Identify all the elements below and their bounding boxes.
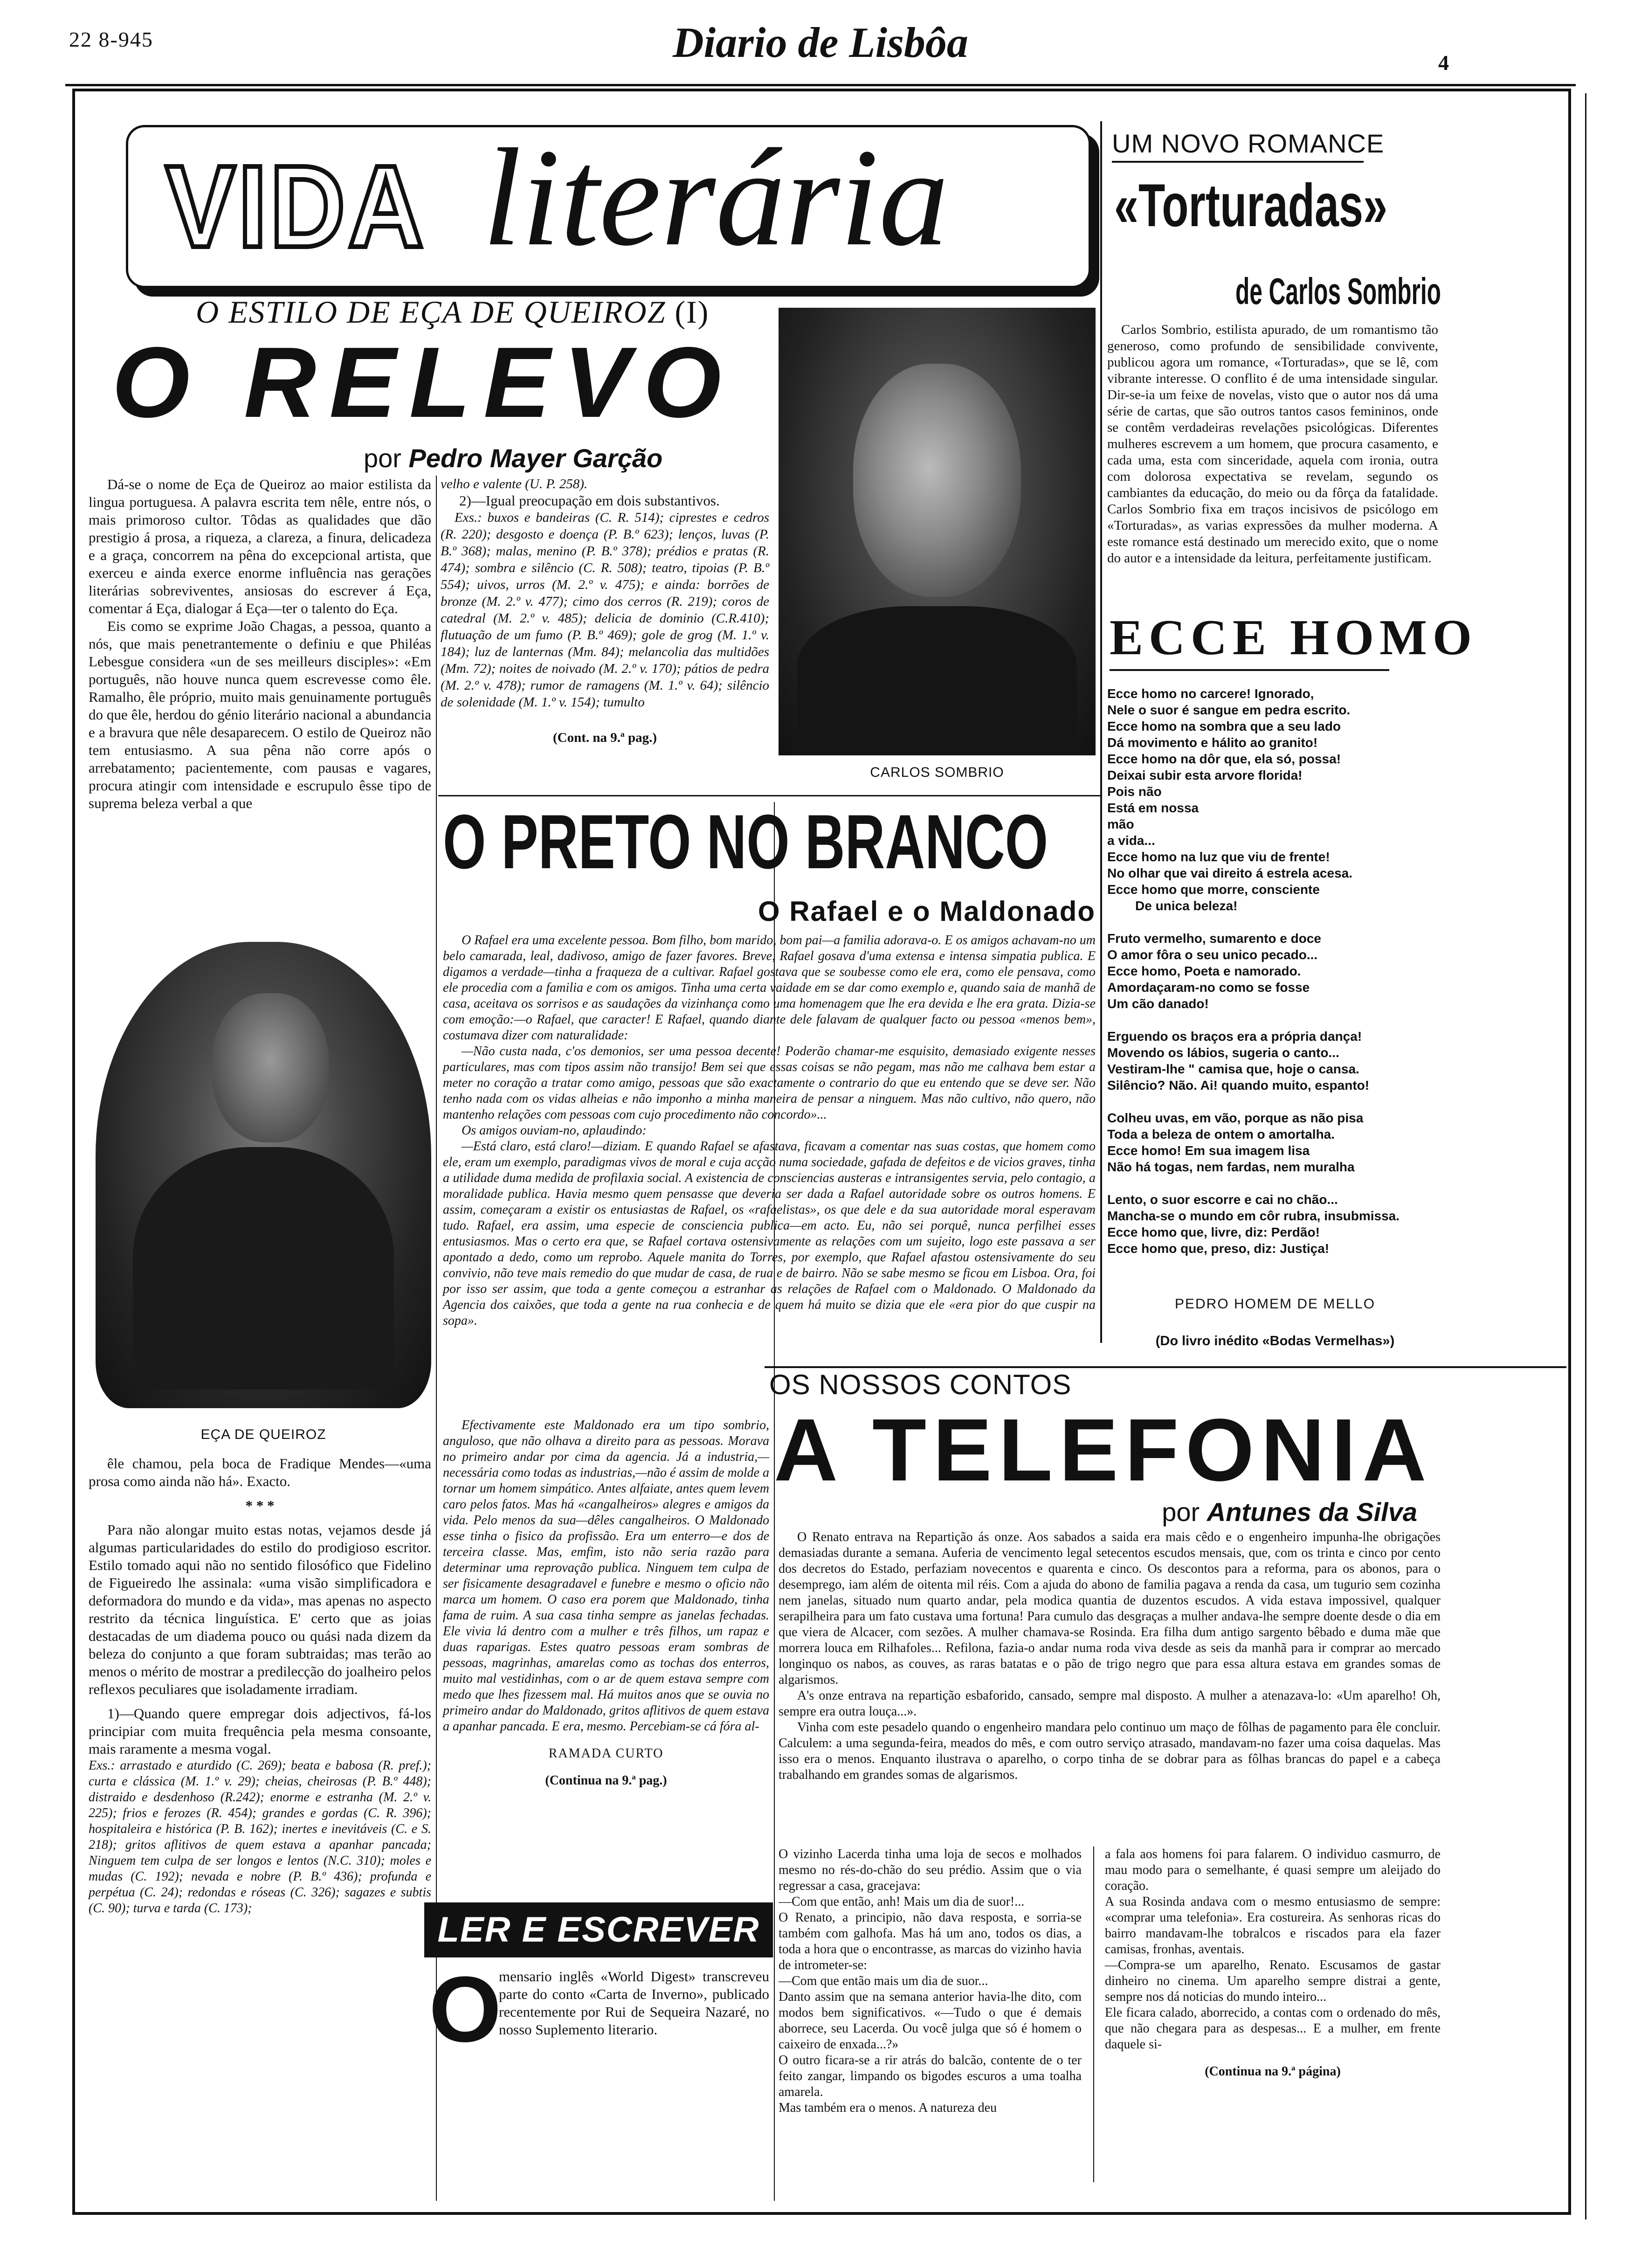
telefonia-byline-author: Antunes da Silva [1207,1497,1417,1527]
ler-title-banner [424,1902,773,1957]
ecce-stanza-1-line-6: Deixai subir esta arvore florida! [1107,768,1303,782]
ecce-title: ECCE HOMO [1110,610,1478,665]
relevo-col1-upper [89,476,431,812]
relevo-col2-intro: velho e valente (U. P. 258). [441,477,588,491]
telefonia-headline: A TELEFONIA [774,1401,1433,1500]
ecce-stanza-1-line-5: Ecce homo na dôr que, ela só, possa! [1107,752,1341,766]
ecce-stanza-5-line-2: Mancha-se o mundo em côr rubra, insubmissa. [1107,1209,1400,1223]
relevo-stars: * * * [245,1497,275,1514]
preto-paragraph-2: —Não custa nada, c'os demonios, ser uma pessoa decente! Poderão chamar-me esquisito, demasiado exigente nesses particulares, mas com tipos assim não transijo! Bem sei que essas coisas se não pegam, mas não me calhava bem estar a meter no coração a tratar como amigo, pessoas que são exactamente o contrario do que eu entendo que se deve ser. Não tenho nada com os vidas alheias e não imponho a minha maneira de pensar a ninguem. Mas não cultivo, não quero, não mantenho relações com pessoas com cujo procedimento não concordo»... [443,1044,1096,1122]
preto-body-wide [443,933,1096,1329]
relevo-col2-examples: Exs.: buxos e bandeiras (C. R. 514); ciprestes e cedros (R. 220); desgosto e doença (P. B.º 623); lenços, luvas (P. B.º 368); malas, menino (P. B.º 378); prédios e pratas (R. 474); sombra e silêncio (C. R. 508); teatro, tipoias (P. B.º 554); uivos, urros (M. 2.º v. 475); e ainda: borrões de bronze (M. 2.º v. 477); cimo dos cerros (R. 219); coros de catedral (M. 2.º v. 485); delicia de dominio (C.R.410); flutuação de um fumo (P. B.º 469); gole de grog (M. 1.º v. 184); luz de lanternas (Mm. 84); melancolia das multidões (Mm. 72); noites de noivado (M. 2.º v. 170); pátios de pedra (M. 2.º v. 478); rumor de ramagens (M. 1.º v. 64); silêncio de solenidade (M. 1.º v. 154); tumulto [441,510,769,710]
ecce-stanza-1-line-14: De unica beleza! [1135,899,1238,913]
relevo-kicker-note: (I) [675,294,710,330]
ecce-stanza-2-line-4: Amordaçaram-no como se fosse [1107,980,1310,995]
relevo-paragraph-5: 1)—Quando quere empregar dois adjectivos, fá-los principiar com muita frequência pela mesma consoante, mais raramente a mesma vogal. [89,1705,431,1757]
relevo-col2-cont: (Cont. na 9.ª pag.) [553,730,657,745]
relevo-paragraph-1: Dá-se o nome de Eça de Queiroz ao maior estilista da lingua portuguesa. A palavra escrita tem nêle, entre nós, o mais primoroso cultor. Tôdas as qualidades que dão prestigio á prosa, a riqueza, a clareza, a finura, delicadeza e a graça, concorrem na pêna do excepcional artista, que exerceu e ainda exerce enorme influência nas gerações literárias sobreviventes, ansiosas do escrever á Eça, comentar á Eça, dialogar á Eça—ter o talento do Eça. [89,476,431,616]
relevo-kicker [196,294,709,331]
ecce-stanza-3-line-4: Silêncio? Não. Ai! quando muito, espanto! [1107,1078,1370,1093]
relevo-paragraph-4: Para não alongar muito estas notas, vejamos desde já algumas particularidades do estilo do prodigioso escritor. Estilo tomado aqui não no sentido filosófico que Fidelino de Figueiredo lhe assinala: «uma visão simplificadora e deformadora do mundo e da vida», mas apenas no aspecto restrito da técnica linguística. E' certo que as joias destacadas de um diadema pouco ou quási nada dizem da beleza do conjunto a que foram subtraidas; mas terão ao menos o mérito de mostrar a predilecção do joalheiro pelos reflexos peculiares que isoladamente irradiam. [89,1521,431,1697]
ecce-source: (Do livro inédito «Bodas Vermelhas») [1155,1334,1395,1348]
ecce-author: PEDRO HOMEM DE MELLO [1174,1296,1376,1312]
telefonia-paragraph-3: Vinha com este pesadelo quando o engenheiro mandara pelo continuo um maço de fôlhas de pagamento para êle concluir. Calculem: a uma segunda-feira, meados do mês, e com outro serviço atrasado, mandavam-no fazer uma coisa daquelas. Mas isso era o menos. Enquanto ilustrava o aparelho, o corpo tinha de se dobrar para as fôlhas brancas do papel e a cabeça trabalhando em grandes somas de algarismos. [779,1720,1441,1782]
relevo-note-2: 2)—Igual preocupação em dois substantivos. [459,492,720,509]
ecce-stanza-2-line-2: O amor fôra o seu unico pecado... [1107,947,1318,962]
telefonia-column-rule [1093,1846,1094,2182]
sombrio-portrait-head [853,364,1021,597]
ler-dropcap: O [429,1957,502,2061]
preto-cont: (Continua na 9.ª pag.) [545,1773,667,1788]
telefonia-kicker: OS NOSSOS CONTOS [769,1369,1072,1400]
sombrio-portrait-body [797,606,1077,755]
relevo-col1-examples: Exs.: arrastado e aturdido (C. 269); beata e babosa (R. pref.); curta e clássica (M. 1.º v. 29); cheias, cheirosas (P. B.º 448); distraido e desdenhoso (R.242); enorme e estranha (M. 2.º v. 225); frios e ferozes (R. 454); grandes e gordas (C. R. 396); hospitaleira e histórica (P. B. 162); inertes e inevitáveis (C. e S. 218); gritos aflitivos de quem estava a apanhar pancada; Ninguem tem culpa de ser longos e lentos (N.C. 310); moles e mudas (C. 192); nevada e nobre (P. B.º 436); profunda e perpétua (C. 24); redondas e róseas (C. 326); sagazes e subtis (C. 90); turva e tarda (C. 173); [89,1758,431,1915]
sombrio-caption: CARLOS SOMBRIO [870,765,1004,780]
vida-literaria-banner [126,125,1091,288]
ecce-stanza-1-line-9: mão [1107,817,1134,831]
ecce-stanza-5-line-1: Lento, o suor escorre e cai no chão... [1107,1192,1338,1207]
telefonia-cont: (Continua na 9.ª página) [1205,2064,1341,2079]
page-number: 4 [1438,51,1449,75]
romance-text: Carlos Sombrio, estilista apurado, de um romantismo tão generoso, como profundo de sensibilidade convivente, publicou agora um romance, «Torturadas», que se lê, com vibrante interesse. O conflito é de uma intensidade singular. Dir-se-ia um feixe de novelas, visto que o autor nos dá uma série de cartas, que são outros tantos casos femininos, onde se contêm verdadeiras revelações psicológicas. Diferentes mulheres escrevem a um homem, que procura casamento, e cada uma, esta com sinceridade, aquela com ironia, outra com dolorosa expectativa se revelam, segundo os cambiantes da educação, do meio ou da fôrça da fatalidade. Carlos Sombrio fixa em traços incisivos de psicólogo em «Torturadas», as varias expressões da mulher moderna. A este romance está destinado um merecido exito, que o nome do autor e a intensidade da leitura, perfeitamente justificam. [1107,322,1438,566]
telefonia-body-wide [779,1529,1441,1783]
ecce-stanza-1-line-13: Ecce homo que morre, consciente [1107,882,1320,897]
banner-word-vida: VIDA [165,141,427,271]
telefonia-paragraph-1: O Renato entrava na Repartição ás onze. Aos sabados a saida era mais cêdo e o engenheiro impunha-lhe obrigações demasiadas durante a semana. Auferia de vencimento legal setecentos escudos mensais, que, com os trinta e cinco por cento dos decretos do Estado, perfaziam novecentos e quarenta e cinco. Os descontos para a reforma, para os abonos, para o desemprego, iam além de oitenta mil réis. Com a ajuda do abono de familia pagava a renda da casa, um tugurio sem cozinha nem janelas, situado num quarto andar, pela modica quantia de duzentos escudos. A vida estava impossivel, qualquer serapilheira para um fato custava uma fortuna! Para cumulo das desgraças a mulher andava-lhe sempre doente desde o dia em que viera de Alcacer, com sezões. A mulher chamava-se Rosinda. Era filha dum antigo sargento bêbado e duma mãe que morrera louca em Rilhafoles... Refilona, fazia-o andar numa roda viva desde as seis da manhã para ir comprar ao mercado longinquo os nabos, as couves, as raras batatas e o pão de trigo negro que para essa altura estava em grandes somas de algarismos. [779,1530,1441,1687]
romance-author: de Carlos Sombrio [1235,270,1441,312]
preto-paragraph-3: Os amigos ouviam-no, aplaudindo: [462,1123,647,1138]
telefonia-top-rule [765,1366,1566,1368]
preto-body-narrow [443,1418,769,1789]
ecce-stanza-5-line-4: Ecce homo que, preso, diz: Justiça! [1107,1241,1330,1256]
ecce-stanza-3-line-1: Erguendo os braços era a própria dança! [1107,1029,1362,1044]
romance-kicker-rule [1112,161,1364,163]
banner-word-literaria: literária [483,125,949,275]
preto-paragraph-4: —Está claro, está claro!—diziam. E quando Rafael se afastava, ficavam a comentar nas suas costas, que homem como ele, eram um exemplo, paradigmas vivos de moral e cuja acção numa sociedade, gafada de defeitos e de vicios graves, tinha a utilidade duma medida de profilaxia social. A existencia de consciencias austeras e intransigentes servia, pelo contagio, a moralidade publica. Havia mesmo quem pensasse que deveria ser dada a Rafael autoridade sobre os outros homens. E assim, começaram a existir os entusiastas de Rafael, os «rafaelistas», os que dele e da sua autoridade moral esperavam tudo. Rafael, era assim, uma especie de consciencia publica—em acto. Eu, não sei porquê, nunca perfilhei esses entusiasmos. Mas o certo era que, se Rafael cortava ostensivamente as relações com um sujeito, logo este passava a ser apontado a dedo, como um reprobo. Aquele manita do Torres, por exemplo, que Rafael afastou ostensivamente do seu convivio, não teve mais remedio do que mudar de casa, de rua e de bairro. Não se sabe mesmo se ficou em Lisboa. Ora, foi por isso ser assim, que toda a gente começou a estranhar as relações de Rafael com o Maldonado. O Maldonado da Agencia dos caixões, que toda a gente na rua conhecia e de quem há muito se dizia que ele «era pior do que cuspir na sopa». [443,1139,1096,1328]
telefonia-paragraph-2: A's onze entrava na repartição esbaforido, cansado, sempre mal disposto. A mulher a atenazava-lo: «Um aparelho! Oh, sempre era outra louça...». [779,1688,1441,1719]
ecce-title-rule [1110,669,1389,671]
romance-kicker: UM NOVO ROMANCE [1112,129,1385,158]
ecce-stanza-4-line-2: Toda a beleza de ontem o amortalha. [1107,1127,1335,1141]
right-margin-rule [1585,93,1586,2220]
ecce-stanza-1-line-12: No olhar que vai direito á estrela acesa. [1107,866,1352,880]
preto-signature: RAMADA CURTO [548,1746,664,1761]
telefonia-col-a: O vizinho Lacerda tinha uma loja de secos e molhados mesmo no rés-do-chão do seu prédio. Assim que o via regressar a casa, gracejava: —Com que então, anh! Mais um dia de suor!... O Renato, a principio, não dava resposta, e sorria-se também com galhofa. Mas há um ano, todos os dias, a toda a hora que o encontrasse, as marcas do vizinho havia de intrometer-se: —Com que então mais um dia de suor... Danto assim que na semana anterior havia-lhe dito, com modos bem significativos. «—Tudo o que é demais aborrece, seu Lacerda. Ou você julga que só é homem o caixeiro de enxada...?» O outro ficara-se a rir atrás do balcão, contente de o ter feito zangar, limpando os bigodes escuros a uma toalha amarela. Mas também era o menos. A natureza deu [779,1847,1082,2115]
eca-portrait-head [212,993,329,1142]
header-date: 22 8-945 [69,28,153,51]
preto-subhead: O Rafael e o Maldonado [758,896,1096,927]
relevo-col1-lower [89,1455,431,1916]
ecce-stanza-1-line-10: a vida... [1107,833,1155,848]
preto-paragraph-5: Efectivamente este Maldonado era um tipo sombrio, anguloso, que não olhava a direito para as pessoas. Morava no primeiro andar por cima da agencia. Já a industria,—necessária como todas as industrias,—não é assim de molde a tornar um homem simpático. Antes alfaiate, antes quem levem caro pelos fatos. Mas há «cangalheiros» alegres e amigos da vida. Pelo menos da sua—dêles cangalheiros. O Maldonado esse tinha o fisico da profissão. Era um enterro—e dos de terceira classe. Mas, emfim, isto não seria razão para determinar uma reprovação publica. Ninguem tem culpa de ser fisicamente desagradavel e funebre e mesmo o oficio não marca um homem. O caso era porem que Maldonado, tinha fama de ruim. A sua casa tinha sempre as janelas fechadas. Ele vivia lá dentro com a mulher e três filhos, um rapaz e duas raparigas. Estes quatro pessoas eram sombras de pessoas, magrinhas, amarelas como as tochas dos enterros, muito mal vestidinhas, com o ar de quem estava sempre com medo que lhes fizessem mal. Há muitos anos que se ouvia no primeiro andar do Maldonado, gritos aflitivos de quem estava a apanhar pancada. E era, mesmo. Percebiam-se cá fóra al- [443,1418,769,1734]
ecce-stanza-3-line-3: Vestiram-lhe " camisa que, hoje o cansa. [1107,1062,1359,1076]
ecce-stanza-1-line-11: Ecce homo na luz que viu de frente! [1107,850,1330,864]
telefonia-byline [1119,1497,1417,1527]
romance-title: «Torturadas» [1114,171,1388,239]
eca-caption: EÇA DE QUEIROZ [200,1427,326,1442]
ecce-stanza-1-line-8: Está em nossa [1107,801,1199,815]
telefonia-col-b [1105,1846,1441,2080]
telefonia-col-b-text: a fala aos homens foi para falarem. O individuo casmurro, de mau modo para o semelhante, é quasi sempre um aleijado do coração. A sua Rosinda andava com o mesmo entusiasmo de sempre: «comprar uma telefonia». Era costureira. As senhoras ricas do bairro mandavam-lhe tobralcos e riscados para ela fazer camisas, fronhas, aventais. —Compra-se um aparelho, Renato. Escusamos de gastar dinheiro no cinema. Um aparelho sempre distrai a gente, sempre nos dá noticias do mundo inteiro... Ele ficara calado, aborrecido, a contas com o ordenado do mês, que não chegara para as despesas... E a mulher, em frente daquele si- [1105,1847,1441,2052]
relevo-byline-author: Pedro Mayer Garção [408,443,663,473]
ecce-stanza-1-line-2: Nele o suor é sangue em pedra escrito. [1107,703,1351,717]
ecce-stanza-3-line-2: Movendo os lábios, sugeria o canto... [1107,1045,1339,1060]
ecce-stanza-5-line-3: Ecce homo que, livre, diz: Perdão! [1107,1225,1320,1239]
relevo-headline: O RELEVO [112,326,735,438]
relevo-byline [364,443,662,473]
relevo-kicker-text: O ESTILO DE EÇA DE QUEIROZ [196,294,666,330]
ler-text: mensario inglês «World Digest» transcreveu parte do conto «Carta de Inverno», publicado recentemente por Rui de Sequeira Nazaré, no nosso Suplemento literario. [499,1968,769,2038]
ecce-stanza-1-line-7: Pois não [1107,784,1162,799]
eca-portrait-body [133,1147,394,1390]
preto-top-rule [438,795,1100,796]
ler-title: LER E ESCREVER [437,1910,760,1950]
ecce-stanza-4-line-3: Ecce homo! Em sua imagem lisa [1107,1143,1310,1158]
carlos-sombrio-photo [779,308,1096,755]
eca-de-queiroz-photo [96,942,431,1408]
relevo-paragraph-3: êle chamou, pela boca de Fradique Mendes—«uma prosa como ainda não há». Exacto. [89,1455,431,1489]
header-rule [65,84,1576,86]
ecce-stanza-2-line-3: Ecce homo, Poeta e namorado. [1107,964,1301,978]
masthead: Diario de Lisbôa [673,19,968,66]
ecce-stanza-4-line-1: Colheu uvas, em vão, porque as não pisa [1107,1111,1364,1125]
relevo-byline-prefix: por [364,443,401,473]
ecce-stanza-1-line-3: Ecce homo na sombra que a seu lado [1107,719,1341,733]
preto-paragraph-1: O Rafael era uma excelente pessoa. Bom filho, bom marido, bom pai—a familia adorava-o. E os amigos achavam-no um belo camarada, leal, dadivoso, amigo de fazer favores. Breve, Rafael gosava d'uma extensa e intensa simpatia publica. E digamos a verdade—tinha a fraqueza de a cultivar. Rafael gostava que se soubesse como ele era, como ele pensava, como ele procedia com a familia e com os amigos. Tinha uma certa vaidade em se dar como exemplo e, quando saia de manhã de casa, aceitava os sorrisos e as saudações da vizinhança como uma homenagem que lhe era devida e lhe era grata. Dizia-se com emoção:—o Rafael, que caracter! E Rafael, quando diante dele falavam de qualquer facto ou pessoa «menos bem», costumava dizer com naturalidade: [443,933,1096,1043]
preto-headline: O PRETO NO BRANCO [443,799,1048,885]
column-rule-3 [1100,121,1102,1343]
ecce-stanza-2-line-1: Fruto vermelho, sumarento e doce [1107,931,1321,946]
relevo-paragraph-2: Eis como se exprime João Chagas, a pessoa, quanto a nós, que mais penetrantemente o definiu e que Philéas Lebesgue considera «un de ses meilleurs disciples»: «Em português, não houve nunca quem escrevesse como êle. Ramalho, êle próprio, muito mais genuinamente português do que êle, herdou do génio literário nacional a abundancia e a bravura que nêle desaparecem. O estilo de Queiroz não tem entusiasmo. A sua pêna não corre após o arrebatamento; pacientemente, com pausas e vagares, procura atingir com intensidade e escrupulo êsse tipo de suprema beleza verbal a que [89,618,431,811]
relevo-col2 [441,476,769,746]
ecce-stanza-1-line-1: Ecce homo no carcere! Ignorado, [1107,686,1314,701]
ecce-stanza-2-line-5: Um cão danado! [1107,996,1209,1011]
ecce-stanza-1-line-4: Dá movimento e hálito ao granito! [1107,735,1318,750]
ecce-poem [1107,685,1443,1257]
ecce-stanza-4-line-4: Não há togas, nem fardas, nem muralha [1107,1160,1355,1174]
telefonia-byline-prefix: por [1162,1497,1200,1527]
